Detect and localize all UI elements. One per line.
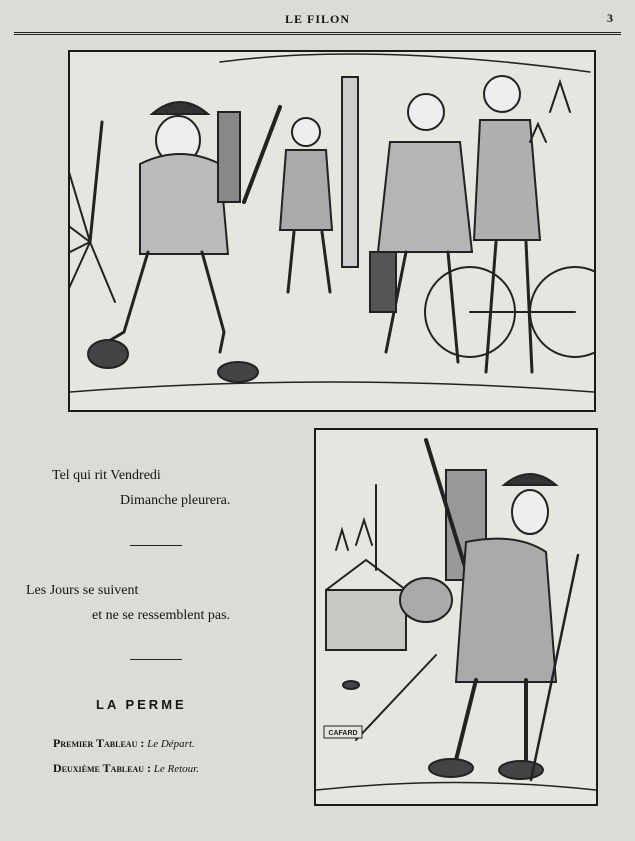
proverb-line: Les Jours se suivent (26, 583, 139, 598)
caption-premier-tableau (53, 736, 195, 751)
section-title: LA PERME (96, 697, 187, 712)
caption-value: Le Départ. (147, 738, 195, 750)
caption-value: Le Retour. (153, 763, 199, 775)
ray-line (70, 142, 90, 242)
caption-label: Deuxième Tableau : (53, 761, 152, 775)
sign-text: CAFARD (328, 730, 358, 737)
proverb-line: et ne se ressemblent pas. (92, 608, 231, 623)
proverb-line: Tel qui rit Vendredi (52, 468, 161, 483)
page-header (14, 8, 621, 35)
illustration-return (314, 428, 598, 806)
ray-line (70, 212, 90, 242)
illustration-departure (68, 50, 596, 412)
journal-title: LE FILON (284, 12, 350, 26)
ray-line (70, 242, 90, 352)
divider (130, 545, 182, 546)
return-drawing (316, 430, 596, 804)
proverb-line: Dimanche pleurera. (120, 493, 231, 508)
caption-deuxieme-tableau (53, 761, 199, 776)
page-number: 3 (607, 11, 613, 25)
ray-line (90, 242, 115, 302)
departure-drawing (70, 52, 594, 410)
caption-label: Premier Tableau : (53, 736, 145, 750)
divider (130, 659, 182, 660)
